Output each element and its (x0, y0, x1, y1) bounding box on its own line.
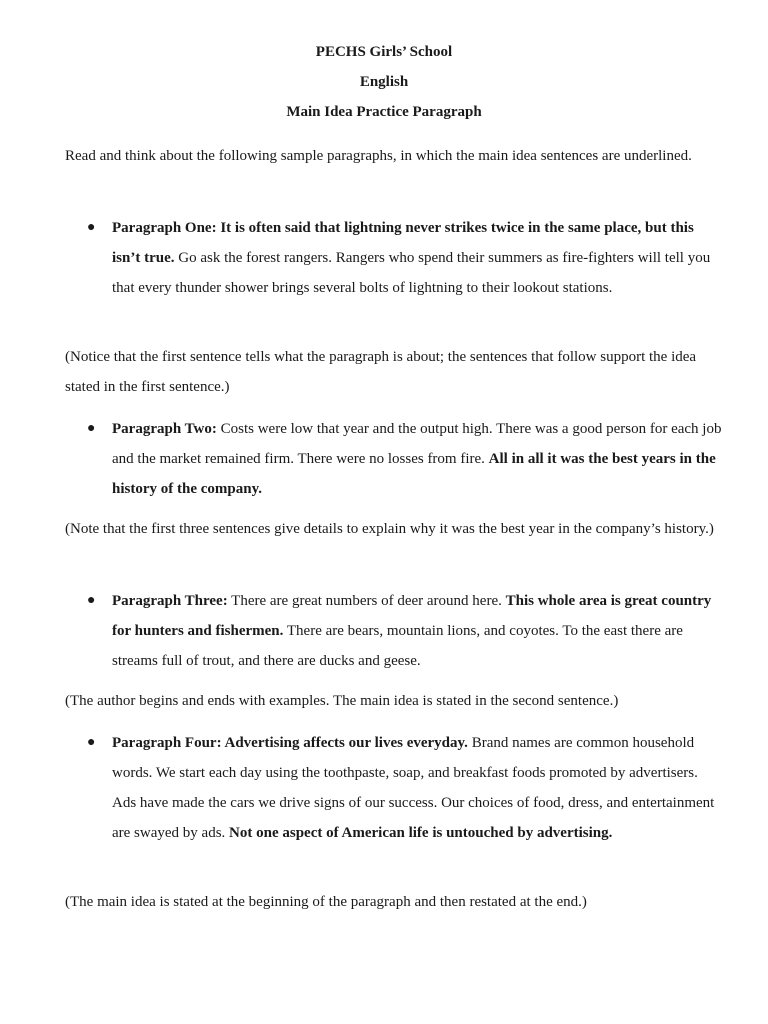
bullet-icon: ● (87, 735, 96, 750)
paragraph-two-note: (Note that the first three sentences give details to explain why it was the best year in the company’s history.) (65, 521, 714, 537)
paragraph-three-note: (The author begins and ends with examples. The main idea is stated in the second sentence.) (65, 693, 619, 709)
paragraph-four-restated-idea: Not one aspect of American life is untouched by advertising. (229, 825, 613, 841)
intro-text: Read and think about the following sample paragraphs, in which the main idea sentences are underlined. (65, 148, 692, 164)
paragraph-four-note: (The main idea is stated at the beginning of the paragraph and then restated at the end.) (65, 894, 587, 910)
paragraph-two-main-idea: All in all it was the best years in the history of the company. (112, 451, 716, 497)
paragraph-one-main-idea: It is often said that lightning never strikes twice in the same place, but this isn’t true. (112, 220, 694, 266)
paragraph-four-text (112, 728, 722, 848)
paragraph-one-details: Go ask the forest rangers. Rangers who spend their summers as fire-fighters will tell you that every thunder shower brings several bolts of lightning to their lookout stations. (112, 250, 711, 296)
worksheet-title: Main Idea Practice Paragraph (286, 104, 482, 120)
bullet-icon: ● (87, 593, 96, 608)
subject-name: English (359, 74, 409, 90)
paragraph-one-note: (Notice that the first sentence tells what the paragraph is about; the sentences that follow support the idea stated in the first sentence.) (65, 349, 697, 395)
paragraph-four-label: Paragraph Four: (112, 735, 222, 751)
paragraph-four-main-idea: Advertising affects our lives everyday. (221, 735, 468, 751)
paragraph-three-details-end: There are bears, mountain lions, and coyotes. To the east there are streams full of trout, and there are ducks and geese. (112, 623, 683, 669)
paragraph-two-details: Costs were low that year and the output high. There was a good person for each job and the market remained firm. There were no losses from fire. (112, 421, 722, 467)
paragraph-three-main-idea: This whole area is great country for hunters and fishermen. (112, 593, 712, 639)
paragraph-two-label: Paragraph Two: (112, 421, 217, 437)
paragraph-one-label: Paragraph One: (112, 220, 217, 236)
paragraph-three-text (112, 586, 722, 676)
bullet-icon: ● (87, 220, 96, 235)
paragraph-three-details-start: There are great numbers of deer around here. (227, 593, 506, 609)
paragraph-one-text (112, 213, 722, 303)
paragraph-three-label: Paragraph Three: (112, 593, 228, 609)
paragraph-two-text (112, 414, 722, 504)
paragraph-four-details: Brand names are common household words. We start each day using the toothpaste, soap, and breakfast foods promoted by advertisers. Ads have made the cars we drive signs of our success. Our choices of food, dress, and entertainment are swayed by ads. (112, 735, 715, 841)
school-name: PECHS Girls’ School (315, 44, 453, 60)
bullet-icon: ● (87, 421, 96, 436)
